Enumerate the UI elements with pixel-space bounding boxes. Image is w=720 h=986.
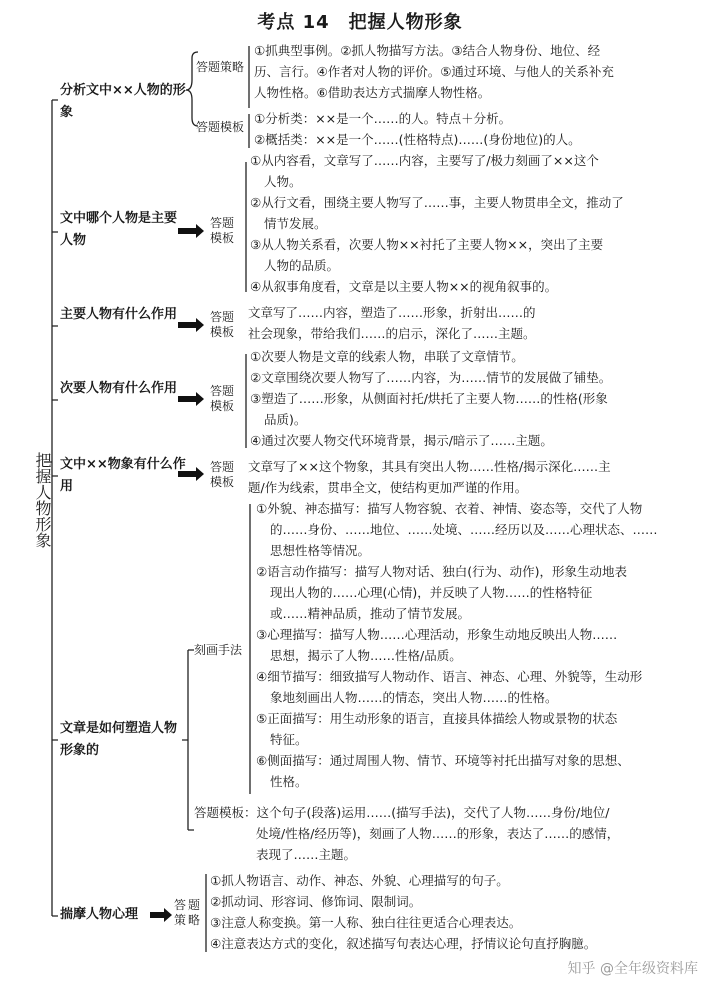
text-line: ①外貌、神态描写：描写人物容貌、衣着、神情、姿态等，交代了人物 [256,501,643,516]
text-line: 思想，揭示了人物……性格/品质。 [270,648,462,663]
text-line: ①从内容看，文章写了……内容，主要写了/极力刻画了××这个 [250,153,599,168]
branch-label-template: 答题模板 [210,460,235,489]
text-line: 处境/性格/经历等)，刻画了人物……的形象，表达了……的感情， [256,826,620,841]
text-line: ①抓人物语言、动作、神态、外貌、心理描写的句子。 [210,873,509,888]
text-line: 的……身份、……地位、……处境、……经历以及……心理状态、…… [270,522,658,537]
text-line: ④从叙事角度看，文章是以主要人物××的视角叙事的。 [250,279,558,294]
text-line: ②概括类：××是一个……(性格特点)……(身份地位)的人。 [254,132,581,147]
text-line: ③塑造了……形象，从侧面衬托/烘托了主要人物……的性格(形象 [250,391,608,406]
psychology-lines [210,870,596,954]
section-label-main-character: 文中哪个人物是主要人物 [60,211,178,248]
shaping-template [194,802,619,865]
text-line: ①抓典型事例。②抓人物描写方法。③结合人物身份、地位、经 [254,43,601,58]
arrow-icon [150,908,172,922]
section-label-secondary-role: 次要人物有什么作用 [60,381,178,396]
branch-label-strategy: 答题策略 [174,898,203,927]
branch-label-template: 答题模板 [210,216,235,245]
text-line: ⑤正面描写：用生动形象的语言，直接具体描绘人物或景物的状态 [256,711,618,726]
text-line: ①次要人物是文章的线索人物，串联了文章情节。 [250,349,524,364]
page-title: 考点 14 把握人物形象 [257,12,463,33]
section-label-psychology: 揣摩人物心理 [60,907,139,922]
text-line: 情节发展。 [264,216,327,231]
text-line: ②抓动词、形容词、修饰词、限制词。 [210,894,422,909]
text-line: ④注意表达方式的变化，叙述描写句表达心理，抒情议论句直抒胸臆。 [210,936,597,951]
text-line: 特征。 [270,732,308,747]
text-line: ④细节描写：细致描写人物动作、语言、神态、心理、外貌等，生动形 [256,669,643,684]
text-line: ①分析类：××是一个……的人。特点＋分析。 [254,111,512,126]
text-line: ④通过次要人物交代环境背景，揭示/暗示了……主题。 [250,433,553,448]
branch-label-template: 答题模板 [196,120,245,134]
text-line: 品质)。 [264,412,307,427]
branch-label-template: 答题模板 [210,384,235,413]
text-line: 人物性格。⑥借助表达方式揣摩人物性格。 [254,85,491,100]
text-line: ③注意人称变换。第一人称、独白往往更适合心理表达。 [210,915,522,930]
branch-label-template: 答题模板 [210,310,235,339]
text-line: 文章写了××这个物象，其具有突出人物……性格/揭示深化……主 [248,459,611,474]
strategy-lines [254,40,614,103]
text-line: ：这个句子(段落)运用……(描写手法)，交代了人物……身份/地位/ [244,805,610,820]
template-lines [254,108,581,150]
text-line: 历、言行。④作者对人物的评价。⑤通过环境、与他人的关系补充 [254,64,614,79]
branch-label-template: 答题模板 [194,805,245,820]
text-line: 文章写了……内容，塑造了……形象，折射出……的 [248,305,536,320]
text-line: 象地刻画出人物……的情态，突出人物……的性格。 [270,690,558,705]
text-line: 表现了……主题。 [256,847,357,862]
text-line: ⑥侧面描写：通过周围人物、情节、环境等衬托出描写对象的思想、 [256,753,630,768]
branch-label-strategy: 答题策略 [196,60,245,74]
text-line: 思想性格等情况。 [270,543,371,558]
text-line: ③从人物关系看，次要人物××衬托了主要人物××，突出了主要 [250,237,604,252]
text-line: 社会现象，带给我们……的启示，深化了……主题。 [248,326,536,341]
techniques-lines [256,498,658,792]
branch-label-techniques: 刻画手法 [194,643,243,657]
section-label-character-analysis: 分析文中××人物的形象 [60,83,186,120]
text-line: ②从行文看，围绕主要人物写了……事，主要人物贯串全文，推动了 [250,195,624,210]
object-role-lines [248,456,611,498]
text-line: ③心理描写：描写人物……心理活动，形象生动地反映出人物…… [256,627,618,642]
secondary-role-lines [250,346,611,451]
main-role-lines [248,302,536,344]
section-label-object-role: 文中××物象有什么作用 [60,457,186,494]
section-label-main-role: 主要人物有什么作用 [60,307,178,322]
text-line: 性格。 [270,774,308,789]
main-character-lines [250,150,624,297]
text-line: ②文章围绕次要人物写了……内容，为……情节的发展做了铺垫。 [250,370,612,385]
watermark: 知乎 @全年级资料库 [567,961,698,977]
text-line: 题/作为线索，贯串全文，使结构更加严谨的作用。 [248,480,528,495]
text-line: 现出人物的……心理(心情)，并反映了人物……的性格特征 [270,585,593,600]
text-line: 人物的品质。 [264,258,340,273]
text-line: 人物。 [264,174,302,189]
text-line: ②语言动作描写：描写人物对话、独白(行为、动作)，形象生动地表 [256,564,627,579]
text-line: 或……精神品质，推动了情节发展。 [270,606,471,621]
section-label-shaping: 文章是如何塑造人物形象的 [60,721,178,758]
root-topic: 把握人物形象 [33,452,52,548]
